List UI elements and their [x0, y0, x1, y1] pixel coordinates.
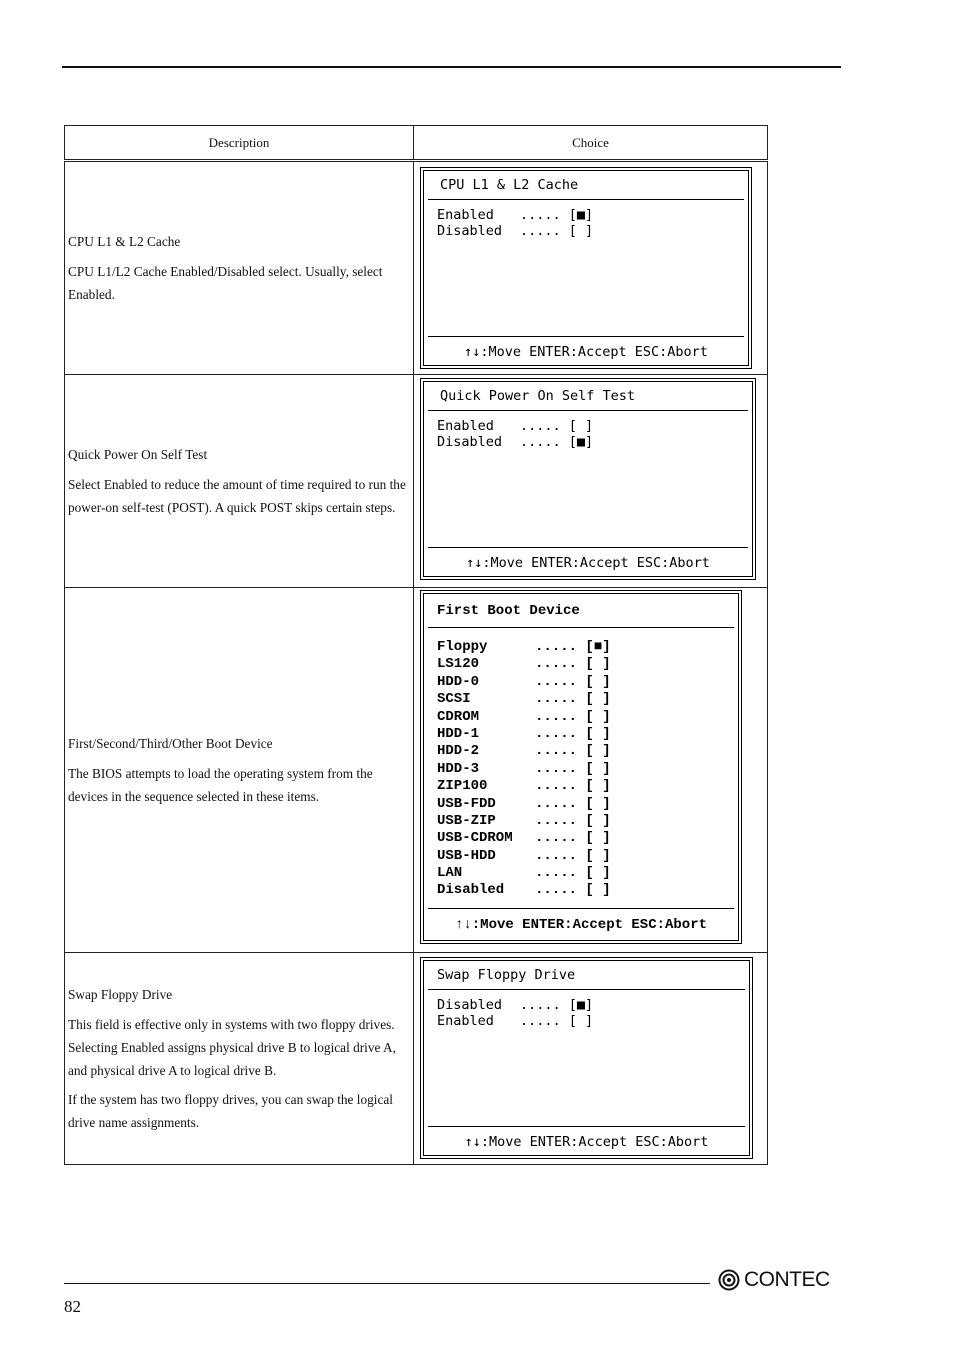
- selection-marker: [■]: [568, 207, 594, 223]
- page-number: 82: [64, 1297, 81, 1316]
- bios-option-hdd-0[interactable]: HDD-0 ..... [ ]: [437, 673, 611, 690]
- selection-marker: [ ]: [585, 847, 611, 864]
- selection-marker: [ ]: [585, 743, 611, 760]
- bios-dialog-title: Quick Power On Self Test: [428, 382, 748, 411]
- bios-dialog-cpu-cache: [423, 170, 749, 366]
- bios-dialog-boot-device: [423, 593, 739, 941]
- setting-description: This field is effective only in systems with two floppy drives. Selecting Enabled assigns physical drive B to logical drive A, and physical drive A to logical drive B.: [68, 1017, 396, 1078]
- bios-option-usb-zip[interactable]: USB-ZIP ..... [ ]: [437, 812, 611, 829]
- bios-option-hdd-2[interactable]: HDD-2 ..... [ ]: [437, 743, 611, 760]
- bios-dialog-swap-floppy: [423, 960, 750, 1156]
- bios-option-ls120[interactable]: LS120 ..... [ ]: [437, 656, 611, 673]
- setting-description: Select Enabled to reduce the amount of time required to run the power-on self-test (POST). A quick POST skips certain steps.: [68, 477, 406, 515]
- bios-dialog-quick-post: [423, 381, 753, 577]
- bios-option-disabled[interactable]: Disabled ..... [ ]: [437, 222, 594, 239]
- bios-key-help: ↑↓:Move ENTER:Accept ESC:Abort: [428, 1126, 745, 1155]
- bios-option-list: [437, 998, 593, 1029]
- selection-marker: [ ]: [585, 812, 611, 829]
- table-row: [65, 588, 768, 953]
- table-row: [65, 375, 768, 588]
- selection-marker: [ ]: [585, 725, 611, 742]
- bios-option-lan[interactable]: LAN ..... [ ]: [437, 865, 611, 882]
- choice-cell: [414, 953, 768, 1165]
- header-rule: [62, 66, 841, 68]
- selection-marker: [ ]: [585, 673, 611, 690]
- bios-option-disabled[interactable]: Disabled ..... [■]: [437, 433, 594, 450]
- selection-marker: [ ]: [585, 778, 611, 795]
- selection-marker: [ ]: [585, 708, 611, 725]
- selection-marker: [ ]: [585, 882, 611, 899]
- setting-title: Swap Floppy Drive: [68, 987, 173, 1002]
- column-header-choice: Choice: [414, 126, 768, 161]
- selection-marker: [ ]: [585, 760, 611, 777]
- description-cell: [65, 161, 414, 375]
- table-header-row: [65, 126, 768, 161]
- selection-marker: [ ]: [568, 1012, 594, 1029]
- description-cell: [65, 588, 414, 953]
- bios-dialog-title: CPU L1 & L2 Cache: [428, 171, 744, 200]
- setting-description: The BIOS attempts to load the operating system from the devices in the sequence selected in these items.: [68, 766, 373, 804]
- bios-dialog-title: Swap Floppy Drive: [428, 961, 745, 990]
- description-cell: [65, 953, 414, 1165]
- setting-title: Quick Power On Self Test: [68, 447, 208, 462]
- selection-marker: [ ]: [585, 795, 611, 812]
- setting-title: CPU L1 & L2 Cache: [68, 234, 181, 249]
- bios-option-enabled[interactable]: Enabled ..... [ ]: [437, 418, 594, 434]
- setting-description: If the system has two floppy drives, you can swap the logical drive name assignments.: [68, 1092, 393, 1130]
- bios-option-usb-fdd[interactable]: USB-FDD ..... [ ]: [437, 795, 611, 812]
- bios-key-help: ↑↓:Move ENTER:Accept ESC:Abort: [428, 908, 734, 940]
- footer-rule: [64, 1283, 710, 1284]
- bios-option-zip100[interactable]: ZIP100 ..... [ ]: [437, 778, 611, 795]
- bios-option-hdd-1[interactable]: HDD-1 ..... [ ]: [437, 725, 611, 742]
- bios-option-list: [437, 208, 593, 239]
- selection-marker: [ ]: [585, 656, 611, 673]
- bios-option-enabled[interactable]: Enabled ..... [■]: [437, 207, 594, 223]
- bios-option-hdd-3[interactable]: HDD-3 ..... [ ]: [437, 760, 611, 777]
- bios-option-floppy[interactable]: Floppy ..... [■]: [437, 639, 611, 655]
- bios-key-help: ↑↓:Move ENTER:Accept ESC:Abort: [428, 547, 748, 576]
- bios-option-disabled[interactable]: Disabled ..... [■]: [437, 997, 594, 1013]
- bios-option-scsi[interactable]: SCSI ..... [ ]: [437, 691, 611, 708]
- selection-marker: [■]: [568, 997, 594, 1013]
- setting-title: First/Second/Third/Other Boot Device: [68, 736, 273, 751]
- contec-logo: [718, 1268, 830, 1292]
- description-cell: [65, 375, 414, 588]
- bios-dialog-title: First Boot Device: [428, 594, 734, 628]
- contec-logo-text: CONTEC: [744, 1268, 830, 1291]
- selection-marker: [ ]: [568, 418, 594, 434]
- bios-option-disabled[interactable]: Disabled ..... [ ]: [437, 882, 611, 899]
- selection-marker: [■]: [568, 433, 594, 450]
- setting-description: CPU L1/L2 Cache Enabled/Disabled select. Usually, select Enabled.: [68, 264, 383, 302]
- bios-settings-table: [64, 125, 768, 1165]
- bios-option-list: [437, 419, 593, 450]
- selection-marker: [ ]: [585, 865, 611, 882]
- bios-key-help: ↑↓:Move ENTER:Accept ESC:Abort: [428, 336, 744, 365]
- bios-option-enabled[interactable]: Enabled ..... [ ]: [437, 1012, 594, 1029]
- bios-option-usb-cdrom[interactable]: USB-CDROM ..... [ ]: [437, 830, 611, 847]
- choice-cell: [414, 161, 768, 375]
- bios-option-usb-hdd[interactable]: USB-HDD ..... [ ]: [437, 847, 611, 864]
- choice-cell: [414, 588, 768, 953]
- selection-marker: [■]: [585, 639, 611, 655]
- table-row: [65, 953, 768, 1165]
- table-row: [65, 161, 768, 375]
- selection-marker: [ ]: [568, 222, 594, 239]
- choice-cell: [414, 375, 768, 588]
- column-header-description: Description: [65, 126, 414, 161]
- bios-option-cdrom[interactable]: CDROM ..... [ ]: [437, 708, 611, 725]
- selection-marker: [ ]: [585, 691, 611, 708]
- bios-option-list: [437, 639, 611, 900]
- contec-logo-icon: [718, 1269, 740, 1291]
- selection-marker: [ ]: [585, 830, 611, 847]
